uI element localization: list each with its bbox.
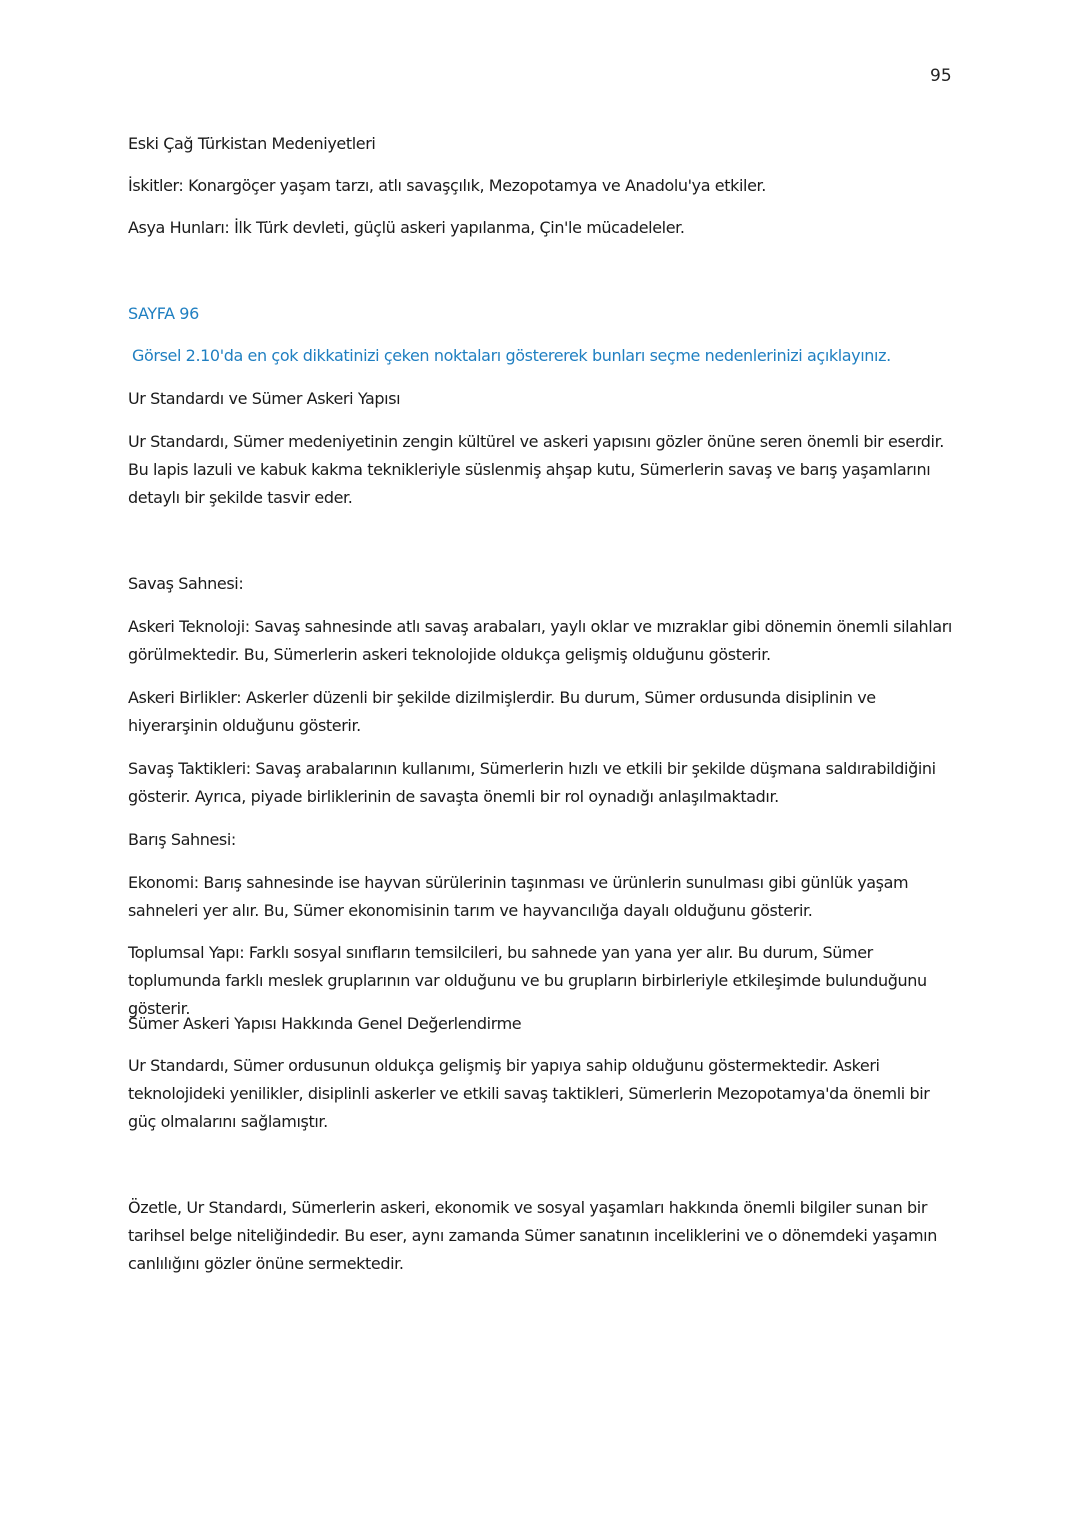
asya-hunlari-paragraph: Asya Hunları: İlk Türk devleti, güçlü askeri yapılanma, Çin'le mücadeleler.: [128, 218, 685, 237]
genel-degerlendirme-paragraph: Ur Standardı, Sümer ordusunun oldukça gelişmiş bir yapıya sahip olduğunu göstermektedir. Askeri teknolojideki yenilikler, disiplinli askerler ve etkili savaş taktikleri, Sümerlerin Mezopotamya'da önemli bir güç olmalarını sağlamıştır.: [128, 1056, 930, 1131]
question-text: Görsel 2.10'da en çok dikkatinizi çeken noktaları göstererek bunları seçme nedenlerinizi açıklayınız.: [132, 346, 891, 365]
askeri-birlikler-paragraph: Askeri Birlikler: Askerler düzenli bir şekilde dizilmişlerdir. Bu durum, Sümer ordusunda disiplinin ve hiyerarşinin olduğunu gösterir.: [128, 688, 876, 735]
ur-heading: Ur Standardı ve Sümer Askeri Yapısı: [128, 389, 401, 408]
ozet-paragraph: Özetle, Ur Standardı, Sümerlerin askeri, ekonomik ve sosyal yaşamları hakkında önemli bilgiler sunan bir tarihsel belge niteliğindedir. Bu eser, aynı zamanda Sümer sanatının inceliklerini ve o dönemdeki yaşamın canlılığını gözler önüne sermektedir.: [128, 1198, 937, 1273]
genel-degerlendirme-heading: Sümer Askeri Yapısı Hakkında Genel Değerlendirme: [128, 1014, 522, 1033]
page-number: 95: [930, 66, 952, 86]
turkistan-heading: Eski Çağ Türkistan Medeniyetleri: [128, 134, 376, 153]
ekonomi-paragraph: Ekonomi: Barış sahnesinde ise hayvan sürülerinin taşınması ve ürünlerin sunulması gibi günlük yaşam sahneleri yer alır. Bu, Sümer ekonomisinin tarım ve hayvancılığa dayalı olduğunu gösterir.: [128, 873, 909, 920]
savas-heading: Savaş Sahnesi:: [128, 574, 244, 593]
toplumsal-yapi-paragraph: Toplumsal Yapı: Farklı sosyal sınıfların temsilcileri, bu sahnede yan yana yer alır. Bu durum, Sümer toplumunda farklı meslek gruplarının var olduğunu ve bu grupların birbirleriyle etkileşimde bulunduğunu gösterir.: [128, 943, 927, 1018]
askeri-teknoloji-paragraph: Askeri Teknoloji: Savaş sahnesinde atlı savaş arabaları, yaylı oklar ve mızraklar gibi dönemin önemli silahları görülmektedir. Bu, Sümerlerin askeri teknolojide oldukça gelişmiş olduğunu gösterir.: [128, 617, 952, 664]
ur-intro-paragraph: Ur Standardı, Sümer medeniyetinin zengin kültürel ve askeri yapısını gözler önüne seren önemli bir eserdir. Bu lapis lazuli ve kabuk kakma teknikleriyle süslenmiş ahşap kutu, Sümerlerin savaş ve barış yaşamlarını detaylı bir şekilde tasvir eder.: [128, 432, 944, 507]
savas-taktikleri-paragraph: Savaş Taktikleri: Savaş arabalarının kullanımı, Sümerlerin hızlı ve etkili bir şekilde düşmana saldırabildiğini gösterir. Ayrıca, piyade birliklerinin de savaşta önemli bir rol oynadığı anlaşılmaktadır.: [128, 759, 936, 806]
baris-heading: Barış Sahnesi:: [128, 830, 236, 849]
iskitler-paragraph: İskitler: Konargöçer yaşam tarzı, atlı savaşçılık, Mezopotamya ve Anadolu'ya etkiler.: [128, 176, 766, 195]
page-reference: SAYFA 96: [128, 304, 199, 323]
